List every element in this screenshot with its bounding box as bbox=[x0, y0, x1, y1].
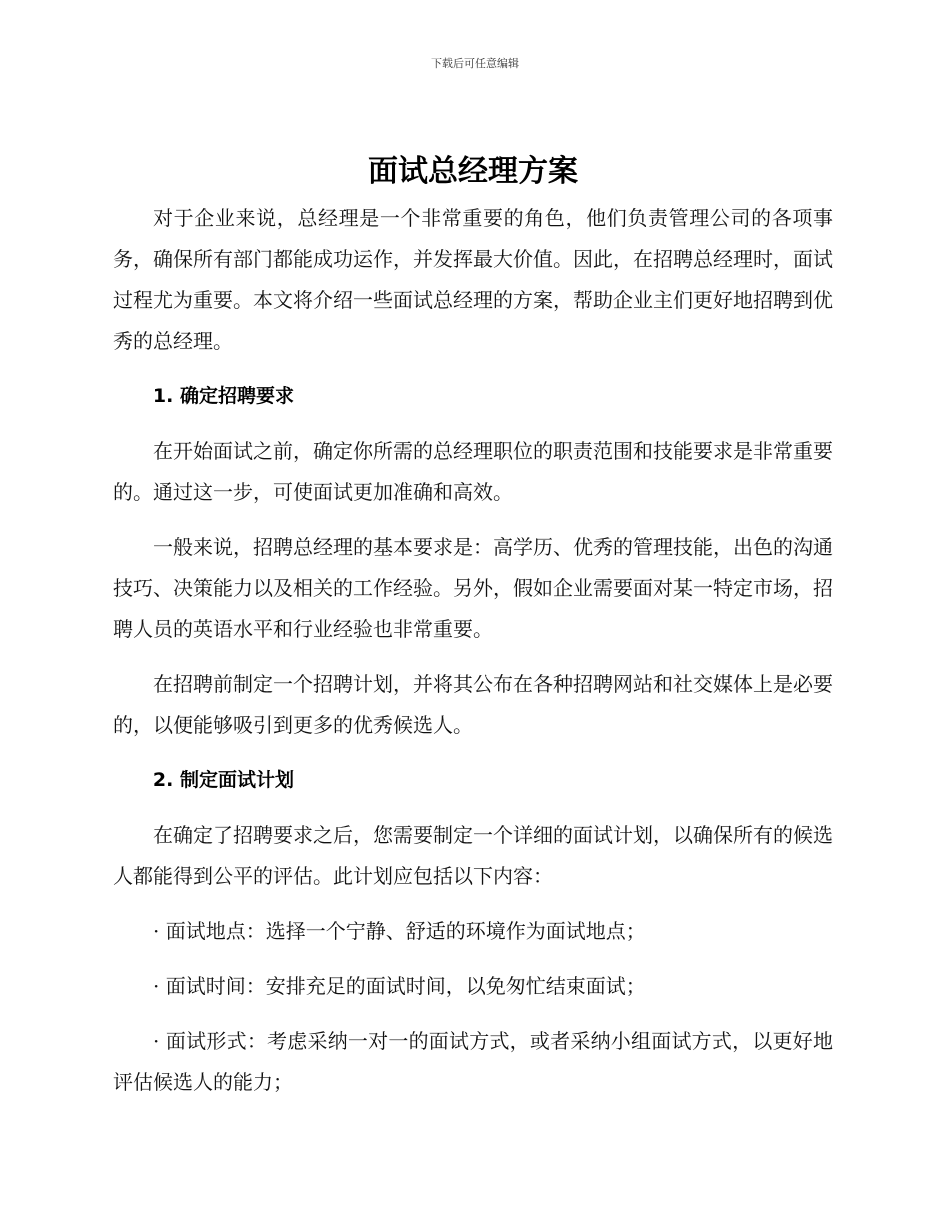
document-title: 面试总经理方案 bbox=[368, 154, 578, 189]
section-heading-1: 1. 确定招聘要求 bbox=[152, 385, 294, 407]
section-1-paragraph-1: 在开始面试之前，确定你所需的总经理职位的职责范围和技能要求是非常重要的。通过这一步，可使面试更加准确和高效。 bbox=[113, 439, 833, 504]
bullet-item-time: · 面试时间：安排充足的面试时间，以免匆忙结束面试； bbox=[153, 974, 646, 998]
bullet-item-format: · 面试形式：考虑采纳一对一的面试方式，或者采纳小组面试方式，以更好地评估候选人的能力； bbox=[113, 1029, 833, 1094]
intro-paragraph: 对于企业来说，总经理是一个非常重要的角色，他们负责管理公司的各项事务，确保所有部门都能成功运作，并发挥最大价值。因此，在招聘总经理时，面试过程尤为重要。本文将介绍一些面试总经理的方案，帮助企业主们更好地招聘到优秀的总经理。 bbox=[113, 206, 833, 353]
section-heading-2: 2. 制定面试计划 bbox=[152, 769, 294, 791]
section-1-paragraph-2: 一般来说，招聘总经理的基本要求是：高学历、优秀的管理技能，出色的沟通技巧、决策能力以及相关的工作经验。另外，假如企业需要面对某一特定市场，招聘人员的英语水平和行业经验也非常重要。 bbox=[113, 535, 833, 641]
bullet-item-location: · 面试地点：选择一个宁静、舒适的环境作为面试地点； bbox=[153, 919, 646, 943]
document-body bbox=[113, 150, 833, 1103]
section-2-paragraph-1: 在确定了招聘要求之后，您需要制定一个详细的面试计划，以确保所有的候选人都能得到公平的评估。此计划应包括以下内容： bbox=[113, 823, 833, 888]
section-1-paragraph-3: 在招聘前制定一个招聘计划，并将其公布在各种招聘网站和社交媒体上是必要的，以便能够吸引到更多的优秀候选人。 bbox=[113, 672, 833, 737]
header-note: 下载后可任意编辑 bbox=[431, 57, 519, 70]
